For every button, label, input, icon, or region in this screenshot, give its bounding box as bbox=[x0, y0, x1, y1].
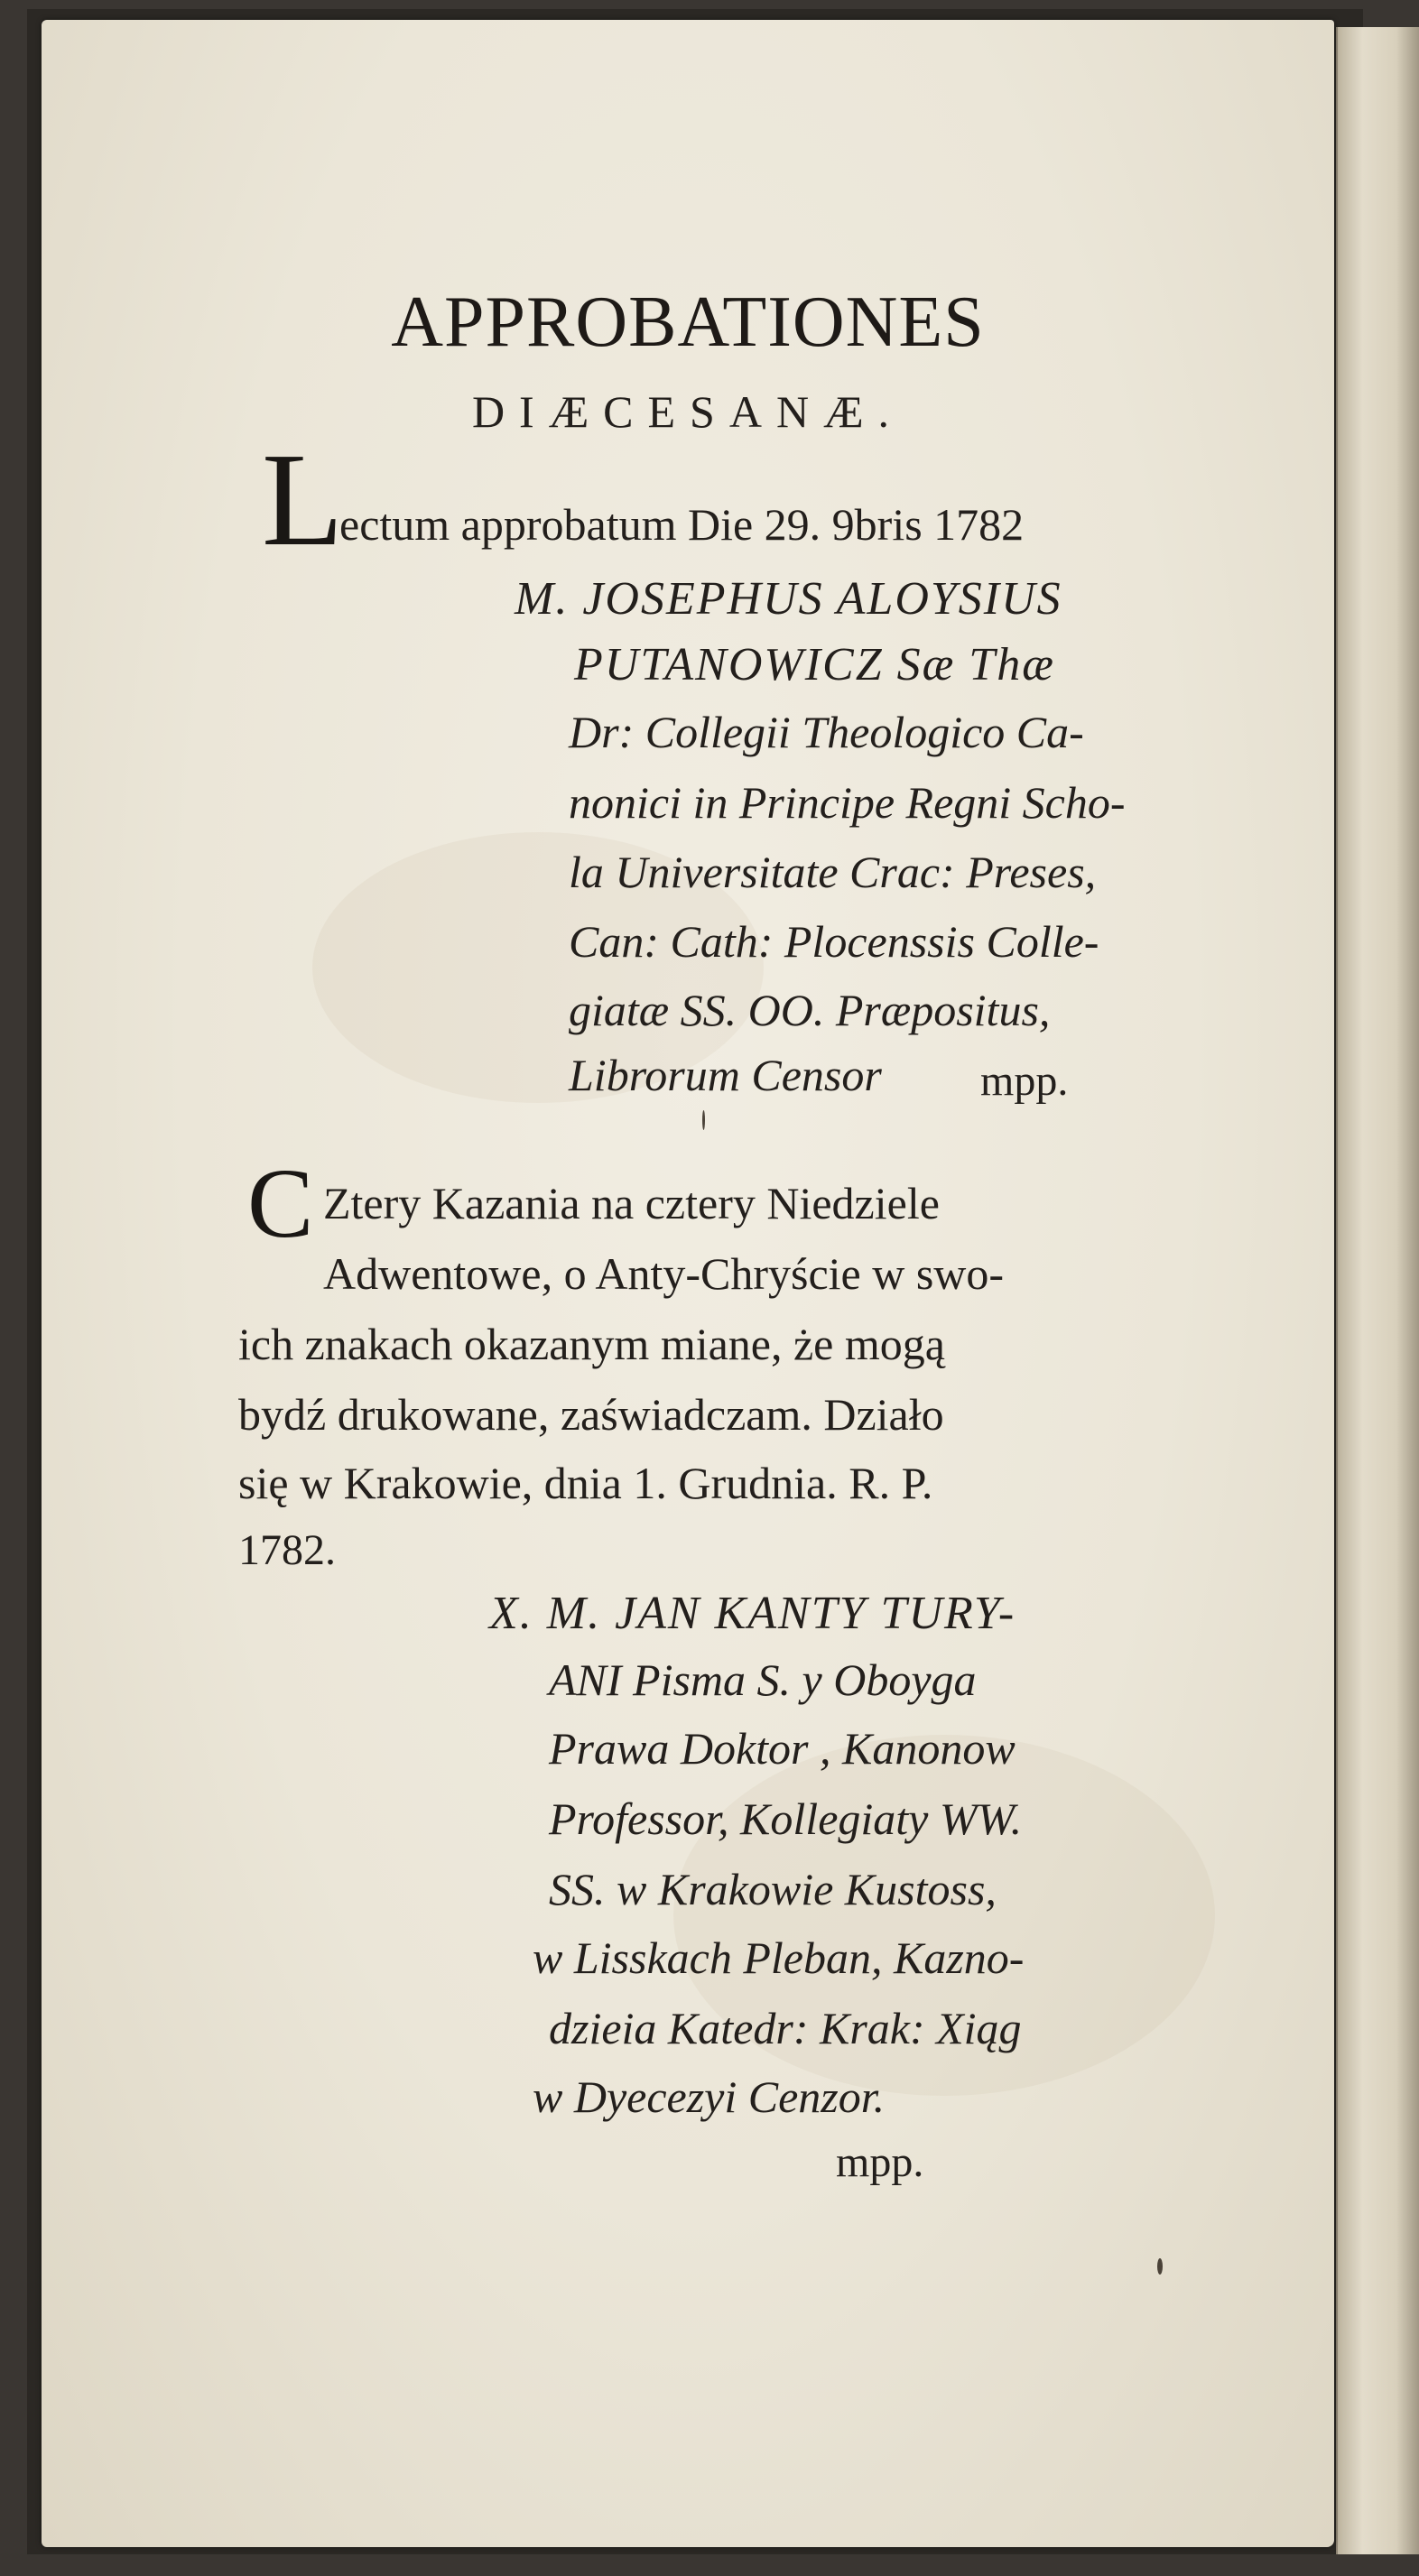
approbation-line: Ztery Kazania na cztery Niedziele bbox=[323, 1178, 940, 1228]
censor-title-line: w Lisskach Pleban, Kazno- bbox=[533, 1932, 1025, 1983]
drop-cap-C: C bbox=[247, 1148, 314, 1258]
censor-title-line: w Dyecezyi Cenzor. bbox=[533, 2071, 886, 2122]
approbation-line: ectum approbatum Die 29. 9bris 1782 bbox=[339, 499, 1025, 550]
mpp-mark: mpp. bbox=[836, 2138, 924, 2186]
censor-title-line: giatæ SS. OO. Præpositus, bbox=[569, 985, 1051, 1035]
approbation-line: Adwentowe, o Anty-Chryście w swo- bbox=[323, 1248, 1005, 1299]
mpp-mark: mpp. bbox=[980, 1057, 1069, 1105]
censor-title-line: Prawa Doktor , Kanonow bbox=[549, 1723, 1016, 1774]
approbation-line: się w Krakowie, dnia 1. Grudnia. R. P. bbox=[238, 1458, 933, 1508]
censor-title-line: dzieia Katedr: Krak: Xiąg bbox=[549, 2003, 1022, 2053]
censor-title-line: Professor, Kollegiaty WW. bbox=[549, 1793, 1023, 1844]
adjacent-page-edge bbox=[1336, 27, 1419, 2554]
censor-title-line: Can: Cath: Plocenssis Colle- bbox=[569, 916, 1099, 967]
approbation-line: ich znakach okazanym miane, że mogą bbox=[238, 1319, 945, 1369]
censor-name-line: M. JOSEPHUS ALOYSIUS bbox=[515, 573, 1062, 625]
censor-title-line: nonici in Principe Regni Scho- bbox=[569, 777, 1126, 828]
censor-title-line: SS. w Krakowie Kustoss, bbox=[549, 1864, 997, 1914]
approbation-line: bydź drukowane, zaświadczam. Działo bbox=[238, 1389, 944, 1440]
censor-title-line: la Universitate Crac: Preses, bbox=[569, 847, 1097, 897]
censor-title-line: ANI Pisma S. y Oboyga bbox=[549, 1654, 977, 1705]
drop-cap-L: L bbox=[262, 426, 344, 574]
censor-title-line: Dr: Collegii Theologico Ca- bbox=[569, 707, 1084, 757]
censor-name-line: PUTANOWICZ Sæ Thæ bbox=[574, 639, 1055, 690]
ink-speck bbox=[702, 1110, 705, 1130]
censor-name-line: X. M. JAN KANTY TURY- bbox=[489, 1588, 1016, 1639]
approbation-line: 1782. bbox=[238, 1526, 336, 1574]
censor-title-line: Librorum Censor bbox=[569, 1050, 882, 1100]
page-title: APPROBATIONES bbox=[391, 283, 985, 362]
book-page bbox=[42, 20, 1334, 2547]
page-subtitle: DIÆCESANÆ. bbox=[471, 386, 904, 437]
ink-speck bbox=[1157, 2258, 1163, 2275]
